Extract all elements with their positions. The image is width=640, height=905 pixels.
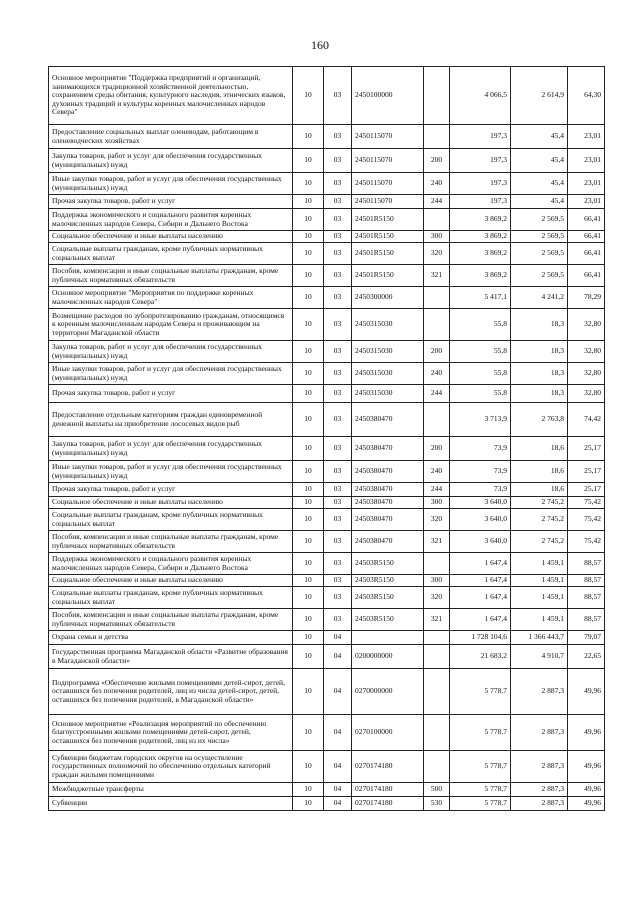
row-execution-percent: 78,29: [568, 287, 605, 309]
row-execution-percent: 49,96: [568, 715, 605, 751]
row-execution-percent: 88,57: [568, 553, 605, 575]
row-name: Межбюджетные трансферты: [49, 783, 293, 797]
row-executed-amount: 4 241,2: [511, 287, 568, 309]
row-planned-amount: 55,8: [450, 385, 511, 403]
row-subsection: 03: [324, 209, 352, 231]
row-subsection: 03: [324, 497, 352, 509]
row-target-article: 24503R5150: [352, 553, 424, 575]
row-name: Социальное обеспечение и иные выплаты населению: [49, 497, 293, 509]
row-name: Закупка товаров, работ и услуг для обеспечения государственных (муниципальных) нужд: [49, 341, 293, 363]
row-planned-amount: 5 778,7: [450, 783, 511, 797]
row-subsection: 03: [324, 553, 352, 575]
row-executed-amount: 2 569,5: [511, 209, 568, 231]
row-target-article: 2450115070: [352, 149, 424, 173]
row-subsection: 03: [324, 575, 352, 587]
row-execution-percent: 66,41: [568, 209, 605, 231]
row-subsection: 04: [324, 631, 352, 645]
row-expense-type: [424, 287, 450, 309]
row-target-article: 2450100000: [352, 67, 424, 125]
row-section: 10: [293, 631, 324, 645]
row-target-article: 0270174180: [352, 783, 424, 797]
row-section: 10: [293, 287, 324, 309]
row-execution-percent: 66,41: [568, 265, 605, 287]
row-executed-amount: 18,6: [511, 483, 568, 497]
row-target-article: 2450315030: [352, 363, 424, 385]
row-target-article: 2450380470: [352, 461, 424, 483]
row-executed-amount: 18,3: [511, 363, 568, 385]
row-execution-percent: 25,17: [568, 483, 605, 497]
row-expense-type: 300: [424, 575, 450, 587]
row-target-article: 24501R5150: [352, 231, 424, 243]
row-name: Возмещение расходов по зубопротезированию гражданам, относящимся к коренным малочисленным народам Севера и проживающим на территории Магаданской области: [49, 309, 293, 341]
table-row: [49, 363, 605, 385]
table-row: [49, 531, 605, 553]
row-target-article: 2450380470: [352, 483, 424, 497]
row-target-article: 0270100000: [352, 715, 424, 751]
row-name: Иные закупки товаров, работ и услуг для обеспечения государственных (муниципальных) нужд: [49, 173, 293, 195]
row-target-article: 2450315030: [352, 385, 424, 403]
row-executed-amount: 2 887,3: [511, 669, 568, 715]
row-section: 10: [293, 645, 324, 669]
row-executed-amount: 18,3: [511, 341, 568, 363]
row-executed-amount: 4 910,7: [511, 645, 568, 669]
table-row: [49, 437, 605, 461]
row-planned-amount: 197,3: [450, 149, 511, 173]
row-execution-percent: 75,42: [568, 509, 605, 531]
row-subsection: 03: [324, 587, 352, 609]
row-expense-type: 240: [424, 173, 450, 195]
row-executed-amount: 2 569,5: [511, 265, 568, 287]
row-executed-amount: 1 459,1: [511, 587, 568, 609]
row-expense-type: 244: [424, 195, 450, 209]
row-section: 10: [293, 385, 324, 403]
row-execution-percent: 32,80: [568, 309, 605, 341]
row-section: 10: [293, 125, 324, 149]
row-section: 10: [293, 715, 324, 751]
row-execution-percent: 64,30: [568, 67, 605, 125]
row-expense-type: 300: [424, 497, 450, 509]
row-execution-percent: 66,41: [568, 231, 605, 243]
table-row: [49, 403, 605, 437]
row-name: Охрана семьи и детства: [49, 631, 293, 645]
row-name: Основное мероприятие "Поддержка предприятий и организаций, занимающихся традиционной хозяйственной деятельностью, сохранением среды обитания, культурного наследия, этнических языков, духовных традиций и культуры коренных малочисленных народов Севера": [49, 67, 293, 125]
row-target-article: 2450115070: [352, 125, 424, 149]
row-planned-amount: 55,8: [450, 363, 511, 385]
row-name: Пособия, компенсации и иные социальные выплаты гражданам, кроме публичных нормативных обязательств: [49, 531, 293, 553]
row-section: 10: [293, 509, 324, 531]
row-planned-amount: 5 417,1: [450, 287, 511, 309]
row-expense-type: [424, 403, 450, 437]
row-planned-amount: 1 647,4: [450, 575, 511, 587]
row-name: Социальное обеспечение и иные выплаты населению: [49, 231, 293, 243]
row-execution-percent: 49,96: [568, 783, 605, 797]
row-name: Основное мероприятие "Мероприятия по поддержке коренных малочисленных народов Севера": [49, 287, 293, 309]
row-section: 10: [293, 265, 324, 287]
row-planned-amount: 3 869,2: [450, 265, 511, 287]
row-target-article: 0200000000: [352, 645, 424, 669]
row-target-article: 2450315030: [352, 309, 424, 341]
table-row: [49, 67, 605, 125]
row-name: Закупка товаров, работ и услуг для обеспечения государственных (муниципальных) нужд: [49, 437, 293, 461]
row-executed-amount: 2 887,3: [511, 751, 568, 783]
row-planned-amount: 73,9: [450, 461, 511, 483]
table-row: [49, 497, 605, 509]
row-expense-type: [424, 715, 450, 751]
row-executed-amount: 2 745,2: [511, 497, 568, 509]
row-subsection: 04: [324, 715, 352, 751]
row-name: Социальное обеспечение и иные выплаты населению: [49, 575, 293, 587]
row-section: 10: [293, 341, 324, 363]
row-executed-amount: 18,3: [511, 385, 568, 403]
row-executed-amount: 1 459,1: [511, 575, 568, 587]
row-expense-type: 240: [424, 363, 450, 385]
row-planned-amount: 3 640,0: [450, 531, 511, 553]
row-subsection: 03: [324, 173, 352, 195]
row-execution-percent: 25,17: [568, 461, 605, 483]
row-name: Поддержка экономического и социального развития коренных малочисленных народов Севера, Сибири и Дальнего Востока: [49, 553, 293, 575]
row-section: 10: [293, 783, 324, 797]
table-row: [49, 553, 605, 575]
row-planned-amount: 3 640,0: [450, 509, 511, 531]
row-planned-amount: 1 728 104,6: [450, 631, 511, 645]
row-execution-percent: 32,80: [568, 363, 605, 385]
row-planned-amount: 197,3: [450, 195, 511, 209]
table-row: [49, 645, 605, 669]
row-name: Иные закупки товаров, работ и услуг для обеспечения государственных (муниципальных) нужд: [49, 461, 293, 483]
row-expense-type: 500: [424, 783, 450, 797]
row-expense-type: [424, 553, 450, 575]
row-target-article: 0270000000: [352, 669, 424, 715]
table-row: [49, 483, 605, 497]
table-row: [49, 341, 605, 363]
table-row: [49, 783, 605, 797]
row-section: 10: [293, 751, 324, 783]
row-subsection: 03: [324, 287, 352, 309]
row-planned-amount: 3 713,9: [450, 403, 511, 437]
row-subsection: 03: [324, 385, 352, 403]
row-section: 10: [293, 67, 324, 125]
row-executed-amount: 2 887,3: [511, 715, 568, 751]
row-section: 10: [293, 669, 324, 715]
row-executed-amount: 2 745,2: [511, 531, 568, 553]
row-subsection: 03: [324, 231, 352, 243]
row-expense-type: 320: [424, 587, 450, 609]
row-section: 10: [293, 209, 324, 231]
row-subsection: 04: [324, 645, 352, 669]
row-name: Государственная программа Магаданской области «Развитие образования в Магаданской области»: [49, 645, 293, 669]
row-expense-type: 300: [424, 231, 450, 243]
row-executed-amount: 45,4: [511, 173, 568, 195]
row-expense-type: 320: [424, 243, 450, 265]
row-target-article: 24503R5150: [352, 587, 424, 609]
row-section: 10: [293, 309, 324, 341]
row-subsection: 04: [324, 797, 352, 811]
row-section: 10: [293, 195, 324, 209]
row-section: 10: [293, 231, 324, 243]
table-row: [49, 509, 605, 531]
row-executed-amount: 18,6: [511, 461, 568, 483]
row-name: Основное мероприятие «Реализация мероприятий по обеспечению благоустроенными жилыми помещениями детей-сирот, детей, оставшихся без попечения родителей, лиц из их числа»: [49, 715, 293, 751]
row-execution-percent: 75,42: [568, 531, 605, 553]
row-planned-amount: 73,9: [450, 437, 511, 461]
row-subsection: 03: [324, 461, 352, 483]
row-expense-type: [424, 125, 450, 149]
row-execution-percent: 79,07: [568, 631, 605, 645]
row-subsection: 03: [324, 609, 352, 631]
row-section: 10: [293, 483, 324, 497]
table-row: [49, 231, 605, 243]
row-section: 10: [293, 403, 324, 437]
table-row: [49, 587, 605, 609]
table-row: [49, 751, 605, 783]
row-expense-type: 240: [424, 461, 450, 483]
row-section: 10: [293, 437, 324, 461]
row-section: 10: [293, 149, 324, 173]
row-target-article: 24501R5150: [352, 209, 424, 231]
row-planned-amount: 55,8: [450, 309, 511, 341]
row-subsection: 03: [324, 195, 352, 209]
table-row: [49, 243, 605, 265]
table-row: [49, 125, 605, 149]
table-row: [49, 715, 605, 751]
table-row: [49, 195, 605, 209]
row-target-article: 24503R5150: [352, 609, 424, 631]
row-execution-percent: 88,57: [568, 609, 605, 631]
row-execution-percent: 49,96: [568, 669, 605, 715]
row-subsection: 03: [324, 67, 352, 125]
row-expense-type: [424, 645, 450, 669]
row-expense-type: [424, 631, 450, 645]
row-planned-amount: 197,3: [450, 173, 511, 195]
row-execution-percent: 66,41: [568, 243, 605, 265]
row-planned-amount: 5 778,7: [450, 797, 511, 811]
row-execution-percent: 23,01: [568, 125, 605, 149]
row-expense-type: 200: [424, 149, 450, 173]
row-name: Социальные выплаты гражданам, кроме публичных нормативных социальных выплат: [49, 243, 293, 265]
row-execution-percent: 32,80: [568, 341, 605, 363]
row-expense-type: 530: [424, 797, 450, 811]
row-target-article: 2450380470: [352, 437, 424, 461]
row-target-article: 0270174180: [352, 751, 424, 783]
row-execution-percent: 49,96: [568, 797, 605, 811]
table-row: [49, 173, 605, 195]
row-executed-amount: 2 745,2: [511, 509, 568, 531]
row-subsection: 03: [324, 265, 352, 287]
row-subsection: 03: [324, 403, 352, 437]
row-subsection: 04: [324, 669, 352, 715]
table-row: [49, 265, 605, 287]
row-expense-type: 321: [424, 609, 450, 631]
table-body: [49, 67, 605, 811]
row-name: Закупка товаров, работ и услуг для обеспечения государственных (муниципальных) нужд: [49, 149, 293, 173]
row-section: 10: [293, 575, 324, 587]
row-expense-type: 321: [424, 265, 450, 287]
row-section: 10: [293, 587, 324, 609]
row-subsection: 04: [324, 751, 352, 783]
table-row: [49, 609, 605, 631]
row-executed-amount: 2 887,3: [511, 783, 568, 797]
row-subsection: 04: [324, 783, 352, 797]
row-expense-type: [424, 67, 450, 125]
row-section: 10: [293, 363, 324, 385]
table-row: [49, 287, 605, 309]
row-target-article: 24501R5150: [352, 243, 424, 265]
row-name: Социальные выплаты гражданам, кроме публичных нормативных социальных выплат: [49, 509, 293, 531]
table-row: [49, 669, 605, 715]
row-executed-amount: 45,4: [511, 195, 568, 209]
row-execution-percent: 25,17: [568, 437, 605, 461]
row-target-article: 0270174180: [352, 797, 424, 811]
row-executed-amount: 2 614,9: [511, 67, 568, 125]
row-subsection: 03: [324, 309, 352, 341]
row-target-article: 2450380470: [352, 497, 424, 509]
row-execution-percent: 23,01: [568, 195, 605, 209]
row-target-article: 2450315030: [352, 341, 424, 363]
row-section: 10: [293, 173, 324, 195]
table-row: [49, 797, 605, 811]
row-name: Пособия, компенсации и иные социальные выплаты гражданам, кроме публичных нормативных обязательств: [49, 609, 293, 631]
row-executed-amount: 18,6: [511, 437, 568, 461]
table-row: [49, 209, 605, 231]
row-execution-percent: 88,57: [568, 575, 605, 587]
row-section: 10: [293, 553, 324, 575]
row-expense-type: 200: [424, 437, 450, 461]
row-target-article: 24503R5150: [352, 575, 424, 587]
row-target-article: [352, 631, 424, 645]
row-subsection: 03: [324, 341, 352, 363]
row-planned-amount: 1 647,4: [450, 587, 511, 609]
row-section: 10: [293, 531, 324, 553]
row-subsection: 03: [324, 531, 352, 553]
row-planned-amount: 1 647,4: [450, 609, 511, 631]
row-section: 10: [293, 243, 324, 265]
table-row: [49, 309, 605, 341]
row-name: Субвенции: [49, 797, 293, 811]
row-expense-type: 200: [424, 341, 450, 363]
row-name: Субвенции бюджетам городских округов на осуществление государственных полномочий по обеспечению отдельных категорий граждан жилыми помещениями: [49, 751, 293, 783]
row-executed-amount: 2 763,8: [511, 403, 568, 437]
row-expense-type: 321: [424, 531, 450, 553]
row-section: 10: [293, 497, 324, 509]
row-planned-amount: 197,3: [450, 125, 511, 149]
row-section: 10: [293, 797, 324, 811]
row-subsection: 03: [324, 125, 352, 149]
row-execution-percent: 23,01: [568, 149, 605, 173]
row-execution-percent: 23,01: [568, 173, 605, 195]
row-subsection: 03: [324, 509, 352, 531]
row-name: Поддержка экономического и социального развития коренных малочисленных народов Севера, Сибири и Дальнего Востока: [49, 209, 293, 231]
table-row: [49, 575, 605, 587]
table-row: [49, 461, 605, 483]
row-planned-amount: 3 869,2: [450, 231, 511, 243]
row-execution-percent: 88,57: [568, 587, 605, 609]
row-expense-type: [424, 669, 450, 715]
row-planned-amount: 5 778,7: [450, 669, 511, 715]
row-subsection: 03: [324, 243, 352, 265]
row-name: Предоставление социальных выплат оленеводам, работающим в оленеводческих хозяйствах: [49, 125, 293, 149]
row-planned-amount: 3 869,2: [450, 243, 511, 265]
row-target-article: 2450380470: [352, 403, 424, 437]
row-executed-amount: 18,3: [511, 309, 568, 341]
row-planned-amount: 73,9: [450, 483, 511, 497]
row-section: 10: [293, 461, 324, 483]
row-executed-amount: 2 569,5: [511, 243, 568, 265]
row-execution-percent: 32,80: [568, 385, 605, 403]
budget-table: [48, 66, 605, 811]
row-execution-percent: 74,42: [568, 403, 605, 437]
row-executed-amount: 2 569,5: [511, 231, 568, 243]
row-planned-amount: 1 647,4: [450, 553, 511, 575]
row-section: 10: [293, 609, 324, 631]
row-planned-amount: 4 066,5: [450, 67, 511, 125]
row-name: Пособия, компенсации и иные социальные выплаты гражданам, кроме публичных нормативных обязательств: [49, 265, 293, 287]
row-name: Прочая закупка товаров, работ и услуг: [49, 385, 293, 403]
row-executed-amount: 1 366 443,7: [511, 631, 568, 645]
row-executed-amount: 1 459,1: [511, 553, 568, 575]
row-name: Социальные выплаты гражданам, кроме публичных нормативных социальных выплат: [49, 587, 293, 609]
row-target-article: 2450300000: [352, 287, 424, 309]
row-planned-amount: 3 640,0: [450, 497, 511, 509]
row-expense-type: [424, 309, 450, 341]
table-row: [49, 149, 605, 173]
row-executed-amount: 1 459,1: [511, 609, 568, 631]
row-planned-amount: 5 778,7: [450, 751, 511, 783]
row-target-article: 24501R5150: [352, 265, 424, 287]
row-expense-type: [424, 751, 450, 783]
row-planned-amount: 21 683,2: [450, 645, 511, 669]
row-subsection: 03: [324, 363, 352, 385]
row-execution-percent: 49,96: [568, 751, 605, 783]
table-row: [49, 631, 605, 645]
row-target-article: 2450115070: [352, 195, 424, 209]
table-row: [49, 385, 605, 403]
row-subsection: 03: [324, 149, 352, 173]
row-execution-percent: 75,42: [568, 497, 605, 509]
row-planned-amount: 55,8: [450, 341, 511, 363]
row-name: Прочая закупка товаров, работ и услуг: [49, 483, 293, 497]
row-expense-type: [424, 209, 450, 231]
row-expense-type: 244: [424, 385, 450, 403]
row-subsection: 03: [324, 483, 352, 497]
row-name: Иные закупки товаров, работ и услуг для обеспечения государственных (муниципальных) нужд: [49, 363, 293, 385]
row-expense-type: 320: [424, 509, 450, 531]
row-executed-amount: 45,4: [511, 125, 568, 149]
row-target-article: 2450380470: [352, 531, 424, 553]
row-name: Предоставление отдельным категориям граждан единовременной денежной выплаты на приобретение лососевых видов рыб: [49, 403, 293, 437]
row-name: Подпрограмма «Обеспечение жилыми помещениями детей-сирот, детей, оставшихся без попечения родителей, лиц из числа детей-сирот, детей, оставшихся без попечения родителей, в Магаданской области»: [49, 669, 293, 715]
page-number: 160: [311, 38, 329, 52]
row-target-article: 2450115070: [352, 173, 424, 195]
row-planned-amount: 3 869,2: [450, 209, 511, 231]
row-expense-type: 244: [424, 483, 450, 497]
row-executed-amount: 45,4: [511, 149, 568, 173]
row-planned-amount: 5 778,7: [450, 715, 511, 751]
row-subsection: 03: [324, 437, 352, 461]
row-executed-amount: 2 887,3: [511, 797, 568, 811]
row-target-article: 2450380470: [352, 509, 424, 531]
row-execution-percent: 22,65: [568, 645, 605, 669]
row-name: Прочая закупка товаров, работ и услуг: [49, 195, 293, 209]
